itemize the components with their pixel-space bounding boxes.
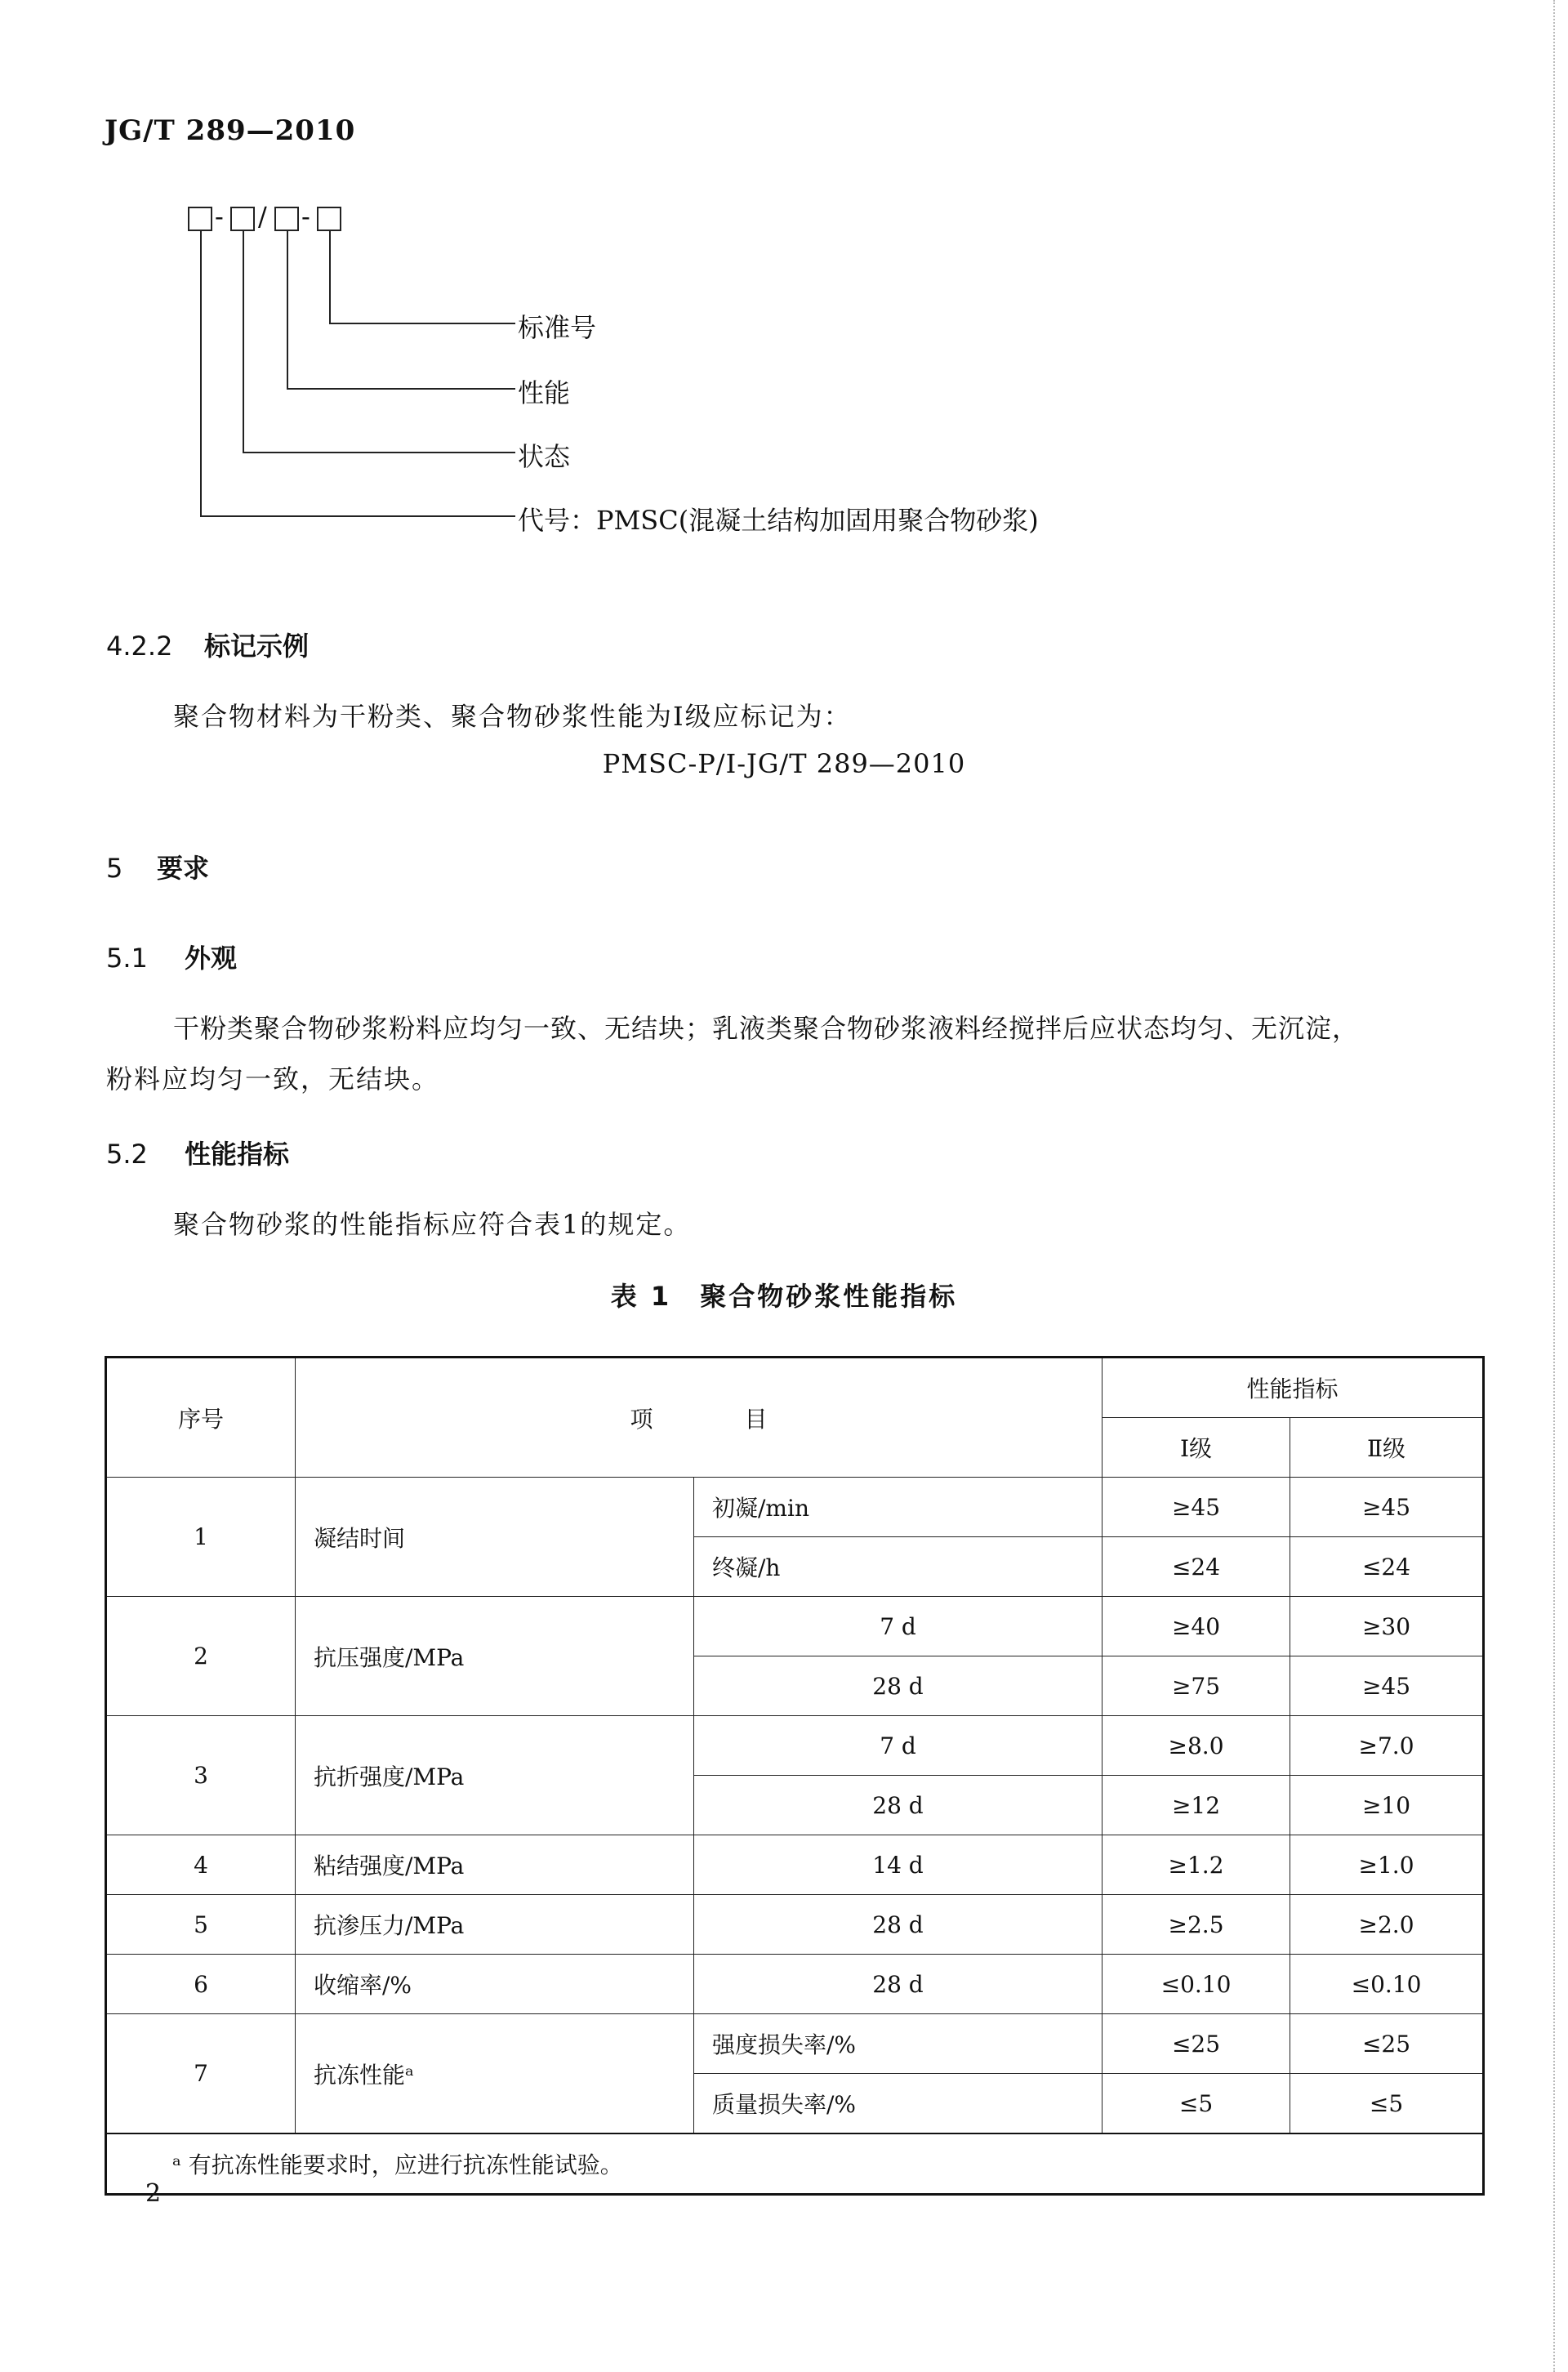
cell-grade-1: ≤24 bbox=[1102, 1537, 1290, 1597]
section-title: 标记示例 bbox=[204, 631, 310, 662]
cell-sub: 14 d bbox=[694, 1835, 1102, 1895]
section-number: 5.2 bbox=[106, 1139, 148, 1170]
cell-grade-2: ≥10 bbox=[1290, 1776, 1484, 1835]
section-number: 5 bbox=[106, 853, 123, 884]
cell-sub: 28 d bbox=[694, 1955, 1102, 2014]
table-row bbox=[106, 1895, 1484, 1955]
cell-grade-1: ≥1.2 bbox=[1102, 1835, 1290, 1895]
cell-grade-2: ≥45 bbox=[1290, 1478, 1484, 1537]
cell-seq: 6 bbox=[106, 1955, 296, 2014]
section-number: 5.1 bbox=[106, 943, 148, 974]
connector-line bbox=[329, 231, 331, 323]
label-standard-no: 标准号 bbox=[518, 312, 597, 343]
header-performance: 性能指标 bbox=[1102, 1358, 1484, 1418]
cell-grade-1: ≥75 bbox=[1102, 1656, 1290, 1716]
cell-grade-2: ≥1.0 bbox=[1290, 1835, 1484, 1895]
code-separator: / bbox=[258, 201, 267, 232]
cell-sub: 质量损失率/% bbox=[694, 2074, 1102, 2134]
table-footnote: ᵃ 有抗冻性能要求时，应进行抗冻性能试验。 bbox=[106, 2133, 1484, 2195]
section-5-1-heading bbox=[106, 938, 237, 975]
standard-number-header: JG/T 289—2010 bbox=[105, 114, 356, 147]
cell-grade-1: ≥45 bbox=[1102, 1478, 1290, 1537]
section-5-heading bbox=[106, 848, 209, 885]
cell-grade-1: ≤5 bbox=[1102, 2074, 1290, 2134]
cell-grade-2: ≥7.0 bbox=[1290, 1716, 1484, 1776]
cell-sub: 7 d bbox=[694, 1597, 1102, 1656]
cell-sub: 28 d bbox=[694, 1776, 1102, 1835]
header-grade-1: Ⅰ级 bbox=[1102, 1418, 1290, 1478]
cell-seq: 3 bbox=[106, 1716, 296, 1835]
connector-line bbox=[287, 388, 515, 390]
cell-seq: 7 bbox=[106, 2014, 296, 2134]
cell-sub: 强度损失率/% bbox=[694, 2014, 1102, 2074]
cell-grade-2: ≤5 bbox=[1290, 2074, 1484, 2134]
marking-example: PMSC-P/Ⅰ-JG/T 289—2010 bbox=[602, 748, 966, 779]
header-seq: 序号 bbox=[106, 1358, 296, 1478]
table-row bbox=[106, 2014, 1484, 2074]
page-edge-divider bbox=[1553, 0, 1555, 2372]
paragraph: 粉料应均匀一致，无结块。 bbox=[106, 1063, 440, 1095]
connector-line bbox=[243, 452, 515, 453]
cell-grade-1: ≥12 bbox=[1102, 1776, 1290, 1835]
cell-seq: 2 bbox=[106, 1597, 296, 1716]
code-separator: - bbox=[215, 201, 224, 232]
cell-grade-1: ≥8.0 bbox=[1102, 1716, 1290, 1776]
connector-line bbox=[200, 515, 515, 517]
cell-grade-1: ≥2.5 bbox=[1102, 1895, 1290, 1955]
connector-line bbox=[200, 231, 202, 515]
connector-line bbox=[287, 231, 288, 388]
cell-sub: 28 d bbox=[694, 1895, 1102, 1955]
code-box-1 bbox=[188, 207, 212, 231]
section-4-2-2-heading bbox=[106, 626, 309, 663]
connector-line bbox=[329, 323, 515, 324]
table-row bbox=[106, 1597, 1484, 1656]
cell-grade-2: ≤24 bbox=[1290, 1537, 1484, 1597]
page-number: 2 bbox=[145, 2179, 162, 2208]
performance-table bbox=[105, 1356, 1485, 2196]
cell-sub: 7 d bbox=[694, 1716, 1102, 1776]
section-title: 性能指标 bbox=[185, 1139, 290, 1170]
cell-grade-2: ≥45 bbox=[1290, 1656, 1484, 1716]
cell-grade-1: ≤0.10 bbox=[1102, 1955, 1290, 2014]
cell-item: 抗折强度/MPa bbox=[296, 1716, 694, 1835]
paragraph: 干粉类聚合物砂浆粉料应均匀一致、无结块；乳液类聚合物砂浆液料经搅拌后应状态均匀、无沉淀， bbox=[173, 1013, 1360, 1044]
cell-grade-1: ≥40 bbox=[1102, 1597, 1290, 1656]
code-box-4 bbox=[317, 207, 341, 231]
paragraph: 聚合物砂浆的性能指标应符合表1的规定。 bbox=[173, 1209, 692, 1240]
cell-seq: 5 bbox=[106, 1895, 296, 1955]
table-caption: 表 1 聚合物砂浆性能指标 bbox=[610, 1281, 958, 1312]
table-row bbox=[106, 1835, 1484, 1895]
code-box-2 bbox=[230, 207, 255, 231]
table-row bbox=[106, 1955, 1484, 2014]
cell-grade-2: ≥30 bbox=[1290, 1597, 1484, 1656]
label-state: 状态 bbox=[518, 441, 571, 472]
cell-seq: 1 bbox=[106, 1478, 296, 1597]
table-row bbox=[106, 1478, 1484, 1537]
table-footnote-row bbox=[106, 2133, 1484, 2195]
section-number: 4.2.2 bbox=[106, 631, 173, 662]
paragraph: 聚合物材料为干粉类、聚合物砂浆性能为Ⅰ级应标记为： bbox=[173, 701, 852, 732]
section-title: 外观 bbox=[185, 943, 238, 974]
cell-item: 抗渗压力/MPa bbox=[296, 1895, 694, 1955]
label-performance: 性能 bbox=[518, 377, 571, 408]
code-separator: - bbox=[301, 201, 310, 232]
section-title: 要求 bbox=[157, 853, 210, 884]
connector-line bbox=[243, 231, 244, 452]
cell-item: 抗压强度/MPa bbox=[296, 1597, 694, 1716]
cell-seq: 4 bbox=[106, 1835, 296, 1895]
code-box-3 bbox=[274, 207, 299, 231]
cell-sub: 28 d bbox=[694, 1656, 1102, 1716]
label-code: 代号：PMSC(混凝土结构加固用聚合物砂浆) bbox=[518, 505, 1039, 536]
section-5-2-heading bbox=[106, 1134, 289, 1171]
cell-grade-2: ≥2.0 bbox=[1290, 1895, 1484, 1955]
cell-grade-2: ≤25 bbox=[1290, 2014, 1484, 2074]
header-grade-2: Ⅱ级 bbox=[1290, 1418, 1484, 1478]
table-row bbox=[106, 1716, 1484, 1776]
header-item: 项 目 bbox=[296, 1358, 1102, 1478]
cell-grade-2: ≤0.10 bbox=[1290, 1955, 1484, 2014]
cell-item: 抗冻性能ᵃ bbox=[296, 2014, 694, 2134]
cell-sub: 初凝/min bbox=[694, 1478, 1102, 1537]
cell-item: 凝结时间 bbox=[296, 1478, 694, 1597]
cell-grade-1: ≤25 bbox=[1102, 2014, 1290, 2074]
cell-sub: 终凝/h bbox=[694, 1537, 1102, 1597]
table-header-row bbox=[106, 1358, 1484, 1418]
cell-item: 粘结强度/MPa bbox=[296, 1835, 694, 1895]
cell-item: 收缩率/% bbox=[296, 1955, 694, 2014]
